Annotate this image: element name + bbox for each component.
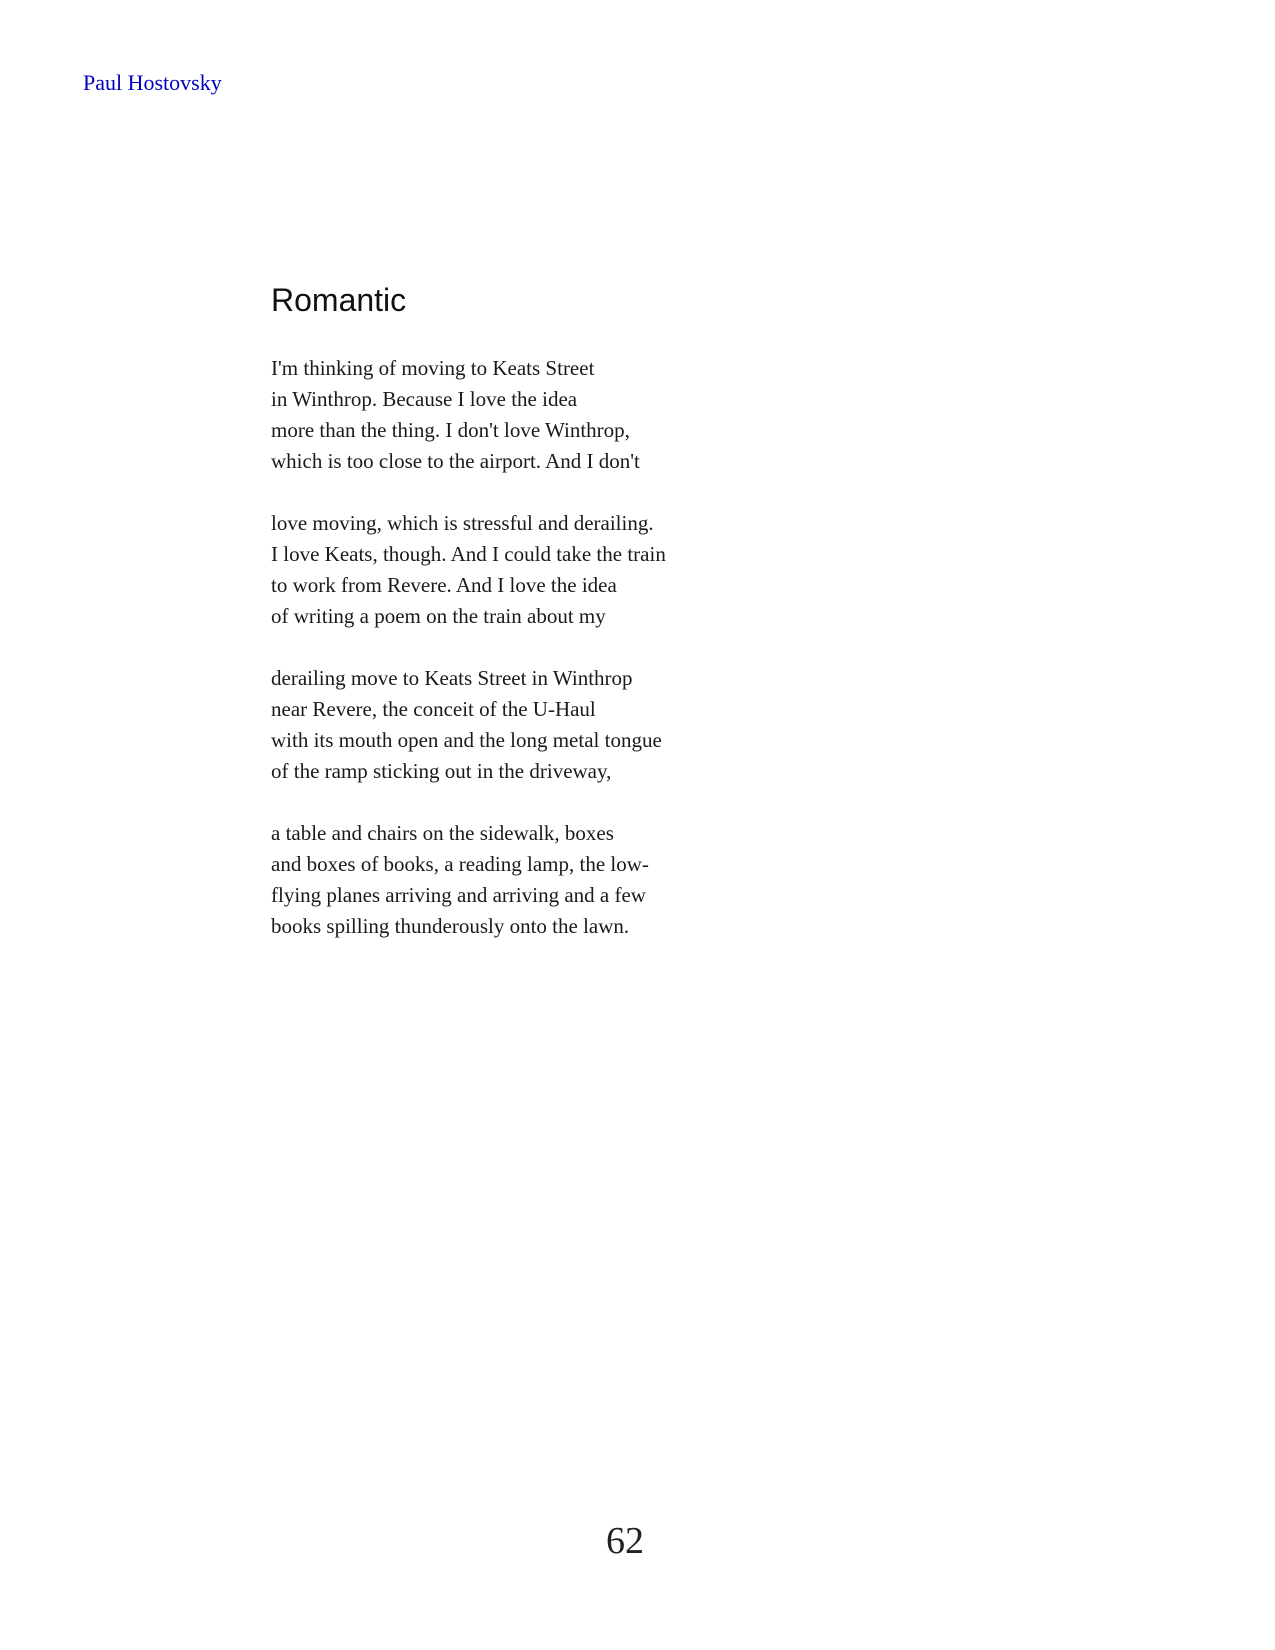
poem-line: I'm thinking of moving to Keats Street	[271, 356, 595, 380]
poem	[271, 280, 971, 973]
poem-line: more than the thing. I don't love Winthrop,	[271, 418, 630, 442]
poem-line: love moving, which is stressful and derailing.	[271, 511, 654, 535]
stanza-2	[271, 508, 971, 632]
poem-line: which is too close to the airport. And I don't	[271, 449, 640, 473]
stanza-4	[271, 818, 971, 942]
poem-line: flying planes arriving and arriving and a few	[271, 883, 646, 907]
poem-line: with its mouth open and the long metal tongue	[271, 728, 662, 752]
poem-line: derailing move to Keats Street in Winthrop	[271, 666, 633, 690]
page-number: 62	[606, 1520, 644, 1562]
poem-line: to work from Revere. And I love the idea	[271, 573, 617, 597]
poem-line: near Revere, the conceit of the U-Haul	[271, 697, 596, 721]
stanza-3	[271, 663, 971, 787]
poem-line: a table and chairs on the sidewalk, boxes	[271, 821, 614, 845]
poem-line: of writing a poem on the train about my	[271, 604, 606, 628]
poem-line: of the ramp sticking out in the driveway,	[271, 759, 612, 783]
stanza-1	[271, 353, 971, 477]
poem-title: Romantic	[271, 282, 407, 318]
poem-line: I love Keats, though. And I could take the train	[271, 542, 666, 566]
poem-line: and boxes of books, a reading lamp, the low-	[271, 852, 649, 876]
running-header-author: Paul Hostovsky	[83, 70, 222, 95]
poem-line: books spilling thunderously onto the lawn.	[271, 914, 630, 938]
poem-line: in Winthrop. Because I love the idea	[271, 387, 578, 411]
